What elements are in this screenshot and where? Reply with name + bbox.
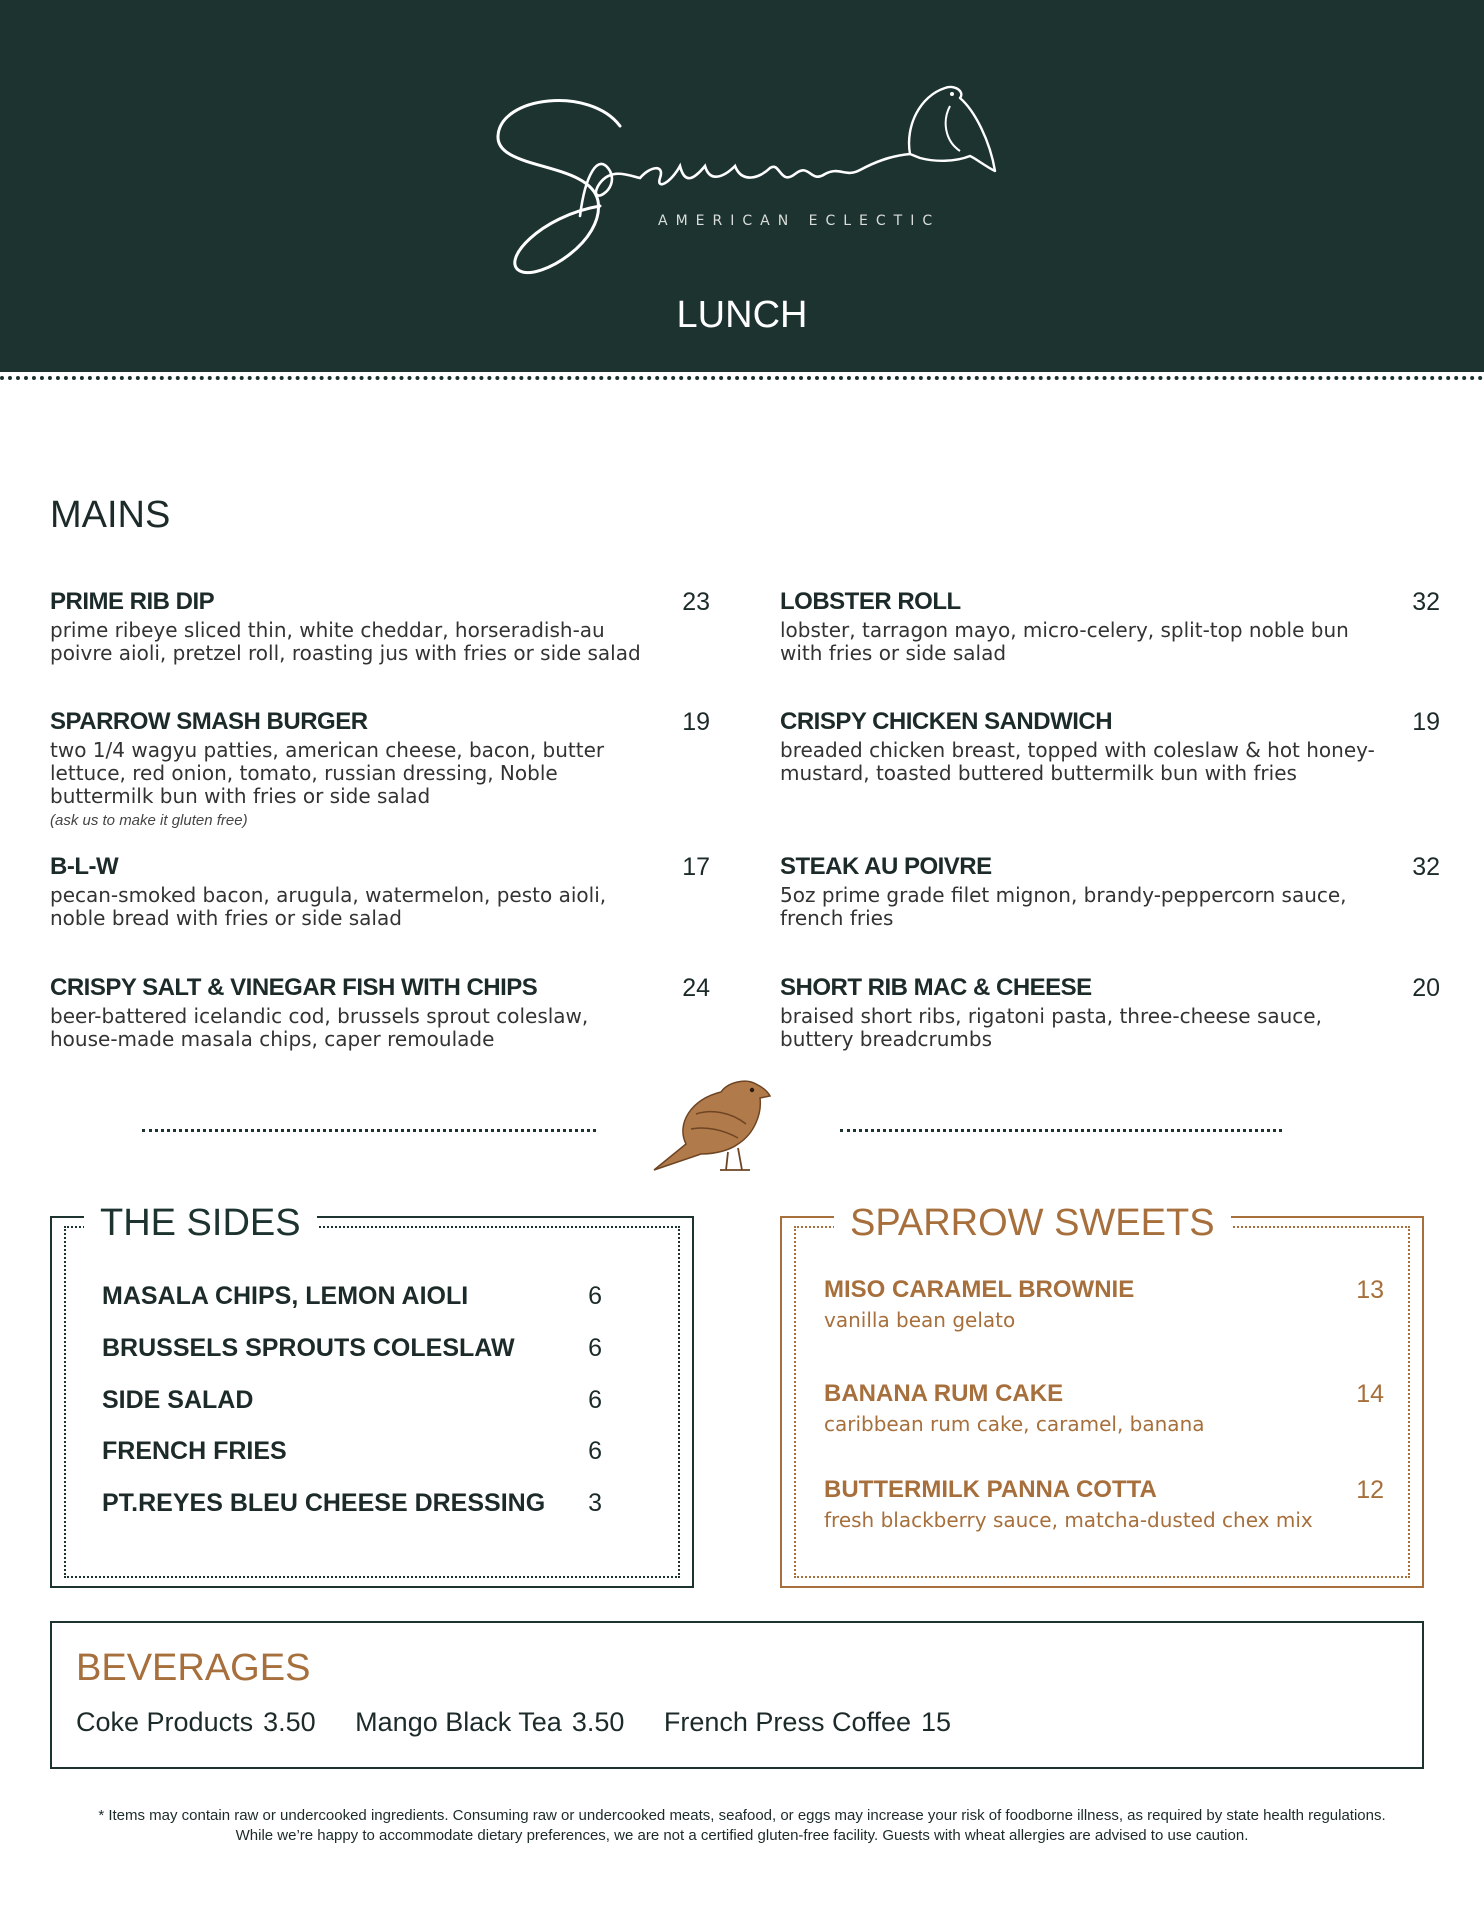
item-name: LOBSTER ROLL xyxy=(780,588,961,615)
disclaimer-line-2: While we’re happy to accommodate dietary preferences, we are not a certified gluten-free facility. Guests with wheat allergies are advised to use caution. xyxy=(235,1827,1249,1844)
beverage-item xyxy=(664,1707,951,1737)
item-name: STEAK AU POIVRE xyxy=(780,853,992,880)
menu-item xyxy=(780,974,1440,1051)
item-name: SHORT RIB MAC & CHEESE xyxy=(780,974,1092,1001)
side-name: BRUSSELS SPROUTS COLESLAW xyxy=(102,1334,515,1362)
header-dotted-divider xyxy=(0,376,1484,380)
menu-item xyxy=(50,853,710,930)
item-price: 32 xyxy=(1412,853,1440,881)
sweet-description: fresh blackberry sauce, matcha-dusted chex mix xyxy=(824,1508,1313,1532)
side-price: 6 xyxy=(588,1282,602,1310)
item-price: 32 xyxy=(1412,588,1440,616)
logo-tagline: AMERICAN ECLECTIC xyxy=(658,213,941,229)
menu-item xyxy=(780,588,1440,665)
dotted-divider-left xyxy=(142,1129,596,1132)
beverage-name: Mango Black Tea xyxy=(355,1707,562,1737)
side-price: 6 xyxy=(588,1386,602,1414)
side-item xyxy=(102,1282,602,1311)
menu-item xyxy=(780,708,1440,785)
sides-title: THE SIDES xyxy=(84,1202,317,1245)
sweets-title: SPARROW SWEETS xyxy=(834,1202,1231,1245)
item-description: pecan-smoked bacon, arugula, watermelon, pesto aioli, noble bread with fries or side salad xyxy=(50,883,607,930)
beverage-item xyxy=(355,1707,624,1737)
item-description: prime ribeye sliced thin, white cheddar, horseradish-au poivre aioli, pretzel roll, roasting jus with fries or side salad xyxy=(50,618,641,665)
item-description: lobster, tarragon mayo, micro-celery, split-top noble bun with fries or side salad xyxy=(780,618,1349,665)
mains-title: MAINS xyxy=(50,494,171,536)
sweet-item xyxy=(824,1380,1384,1436)
meal-title: LUNCH xyxy=(676,294,808,336)
beverages-list xyxy=(76,1707,983,1738)
menu-item xyxy=(50,708,710,829)
item-note: (ask us to make it gluten free) xyxy=(50,812,248,829)
side-item xyxy=(102,1437,602,1466)
side-price: 6 xyxy=(588,1334,602,1362)
item-name: CRISPY SALT & VINEGAR FISH WITH CHIPS xyxy=(50,974,538,1001)
item-description: two 1/4 wagyu patties, american cheese, bacon, butter lettuce, red onion, tomato, russian dressing, Noble buttermilk bun with fries or side salad xyxy=(50,738,605,808)
beverage-item xyxy=(76,1707,316,1737)
menu-item xyxy=(50,588,710,665)
side-name: MASALA CHIPS, LEMON AIOLI xyxy=(102,1282,469,1310)
item-price: 19 xyxy=(1412,708,1440,736)
sweet-item xyxy=(824,1476,1384,1532)
sweet-name: BUTTERMILK PANNA COTTA xyxy=(824,1476,1157,1503)
item-price: 24 xyxy=(682,974,710,1002)
item-price: 17 xyxy=(682,853,710,881)
sweet-price: 12 xyxy=(1356,1476,1384,1504)
side-name: FRENCH FRIES xyxy=(102,1437,287,1465)
side-name: PT.REYES BLEU CHEESE DRESSING xyxy=(102,1489,546,1517)
sweet-price: 13 xyxy=(1356,1276,1384,1304)
item-name: PRIME RIB DIP xyxy=(50,588,215,615)
item-description: 5oz prime grade filet mignon, brandy-peppercorn sauce, french fries xyxy=(780,883,1347,930)
item-name: CRISPY CHICKEN SANDWICH xyxy=(780,708,1113,735)
side-item xyxy=(102,1489,602,1518)
header-band xyxy=(0,0,1484,372)
menu-item xyxy=(780,853,1440,930)
side-name: SIDE SALAD xyxy=(102,1386,254,1414)
side-price: 6 xyxy=(588,1437,602,1465)
sweet-item xyxy=(824,1276,1384,1332)
sweet-name: MISO CARAMEL BROWNIE xyxy=(824,1276,1135,1303)
dotted-divider-right xyxy=(840,1129,1282,1132)
beverage-price: 15 xyxy=(921,1707,952,1737)
beverage-price: 3.50 xyxy=(571,1707,625,1737)
sweets-box xyxy=(780,1202,1424,1588)
side-price: 3 xyxy=(588,1489,602,1517)
item-description: braised short ribs, rigatoni pasta, three-cheese sauce, buttery breadcrumbs xyxy=(780,1004,1322,1051)
sweet-price: 14 xyxy=(1356,1380,1384,1408)
item-price: 19 xyxy=(682,708,710,736)
item-price: 20 xyxy=(1412,974,1440,1002)
menu-item xyxy=(50,974,710,1051)
disclaimer-line-1: * Items may contain raw or undercooked ingredients. Consuming raw or undercooked meats, seafood, or eggs may increase your risk of foodborne illness, as required by state health regulations. xyxy=(98,1807,1386,1824)
item-description: beer-battered icelandic cod, brussels sprout coleslaw, house-made masala chips, caper remoulade xyxy=(50,1004,589,1051)
side-item xyxy=(102,1334,602,1363)
beverage-name: French Press Coffee xyxy=(663,1707,912,1737)
beverage-name: Coke Products xyxy=(76,1707,254,1737)
item-name: SPARROW SMASH BURGER xyxy=(50,708,368,735)
sweet-name: BANANA RUM CAKE xyxy=(824,1380,1064,1407)
item-description: breaded chicken breast, topped with coleslaw & hot honey-mustard, toasted buttered buttermilk bun with fries xyxy=(780,738,1375,785)
sweet-description: caribbean rum cake, caramel, banana xyxy=(824,1412,1205,1436)
beverages-box xyxy=(50,1621,1424,1769)
sweet-description: vanilla bean gelato xyxy=(824,1308,1016,1332)
sparrow-illustration-icon xyxy=(646,1074,776,1178)
beverages-title: BEVERAGES xyxy=(76,1647,311,1689)
item-price: 23 xyxy=(682,588,710,616)
sparrow-logo xyxy=(480,66,1000,286)
sides-box xyxy=(50,1202,694,1588)
item-name: B-L-W xyxy=(50,853,119,880)
beverage-price: 3.50 xyxy=(263,1707,316,1737)
footer-disclaimer xyxy=(0,1806,1484,1846)
side-item xyxy=(102,1386,602,1415)
